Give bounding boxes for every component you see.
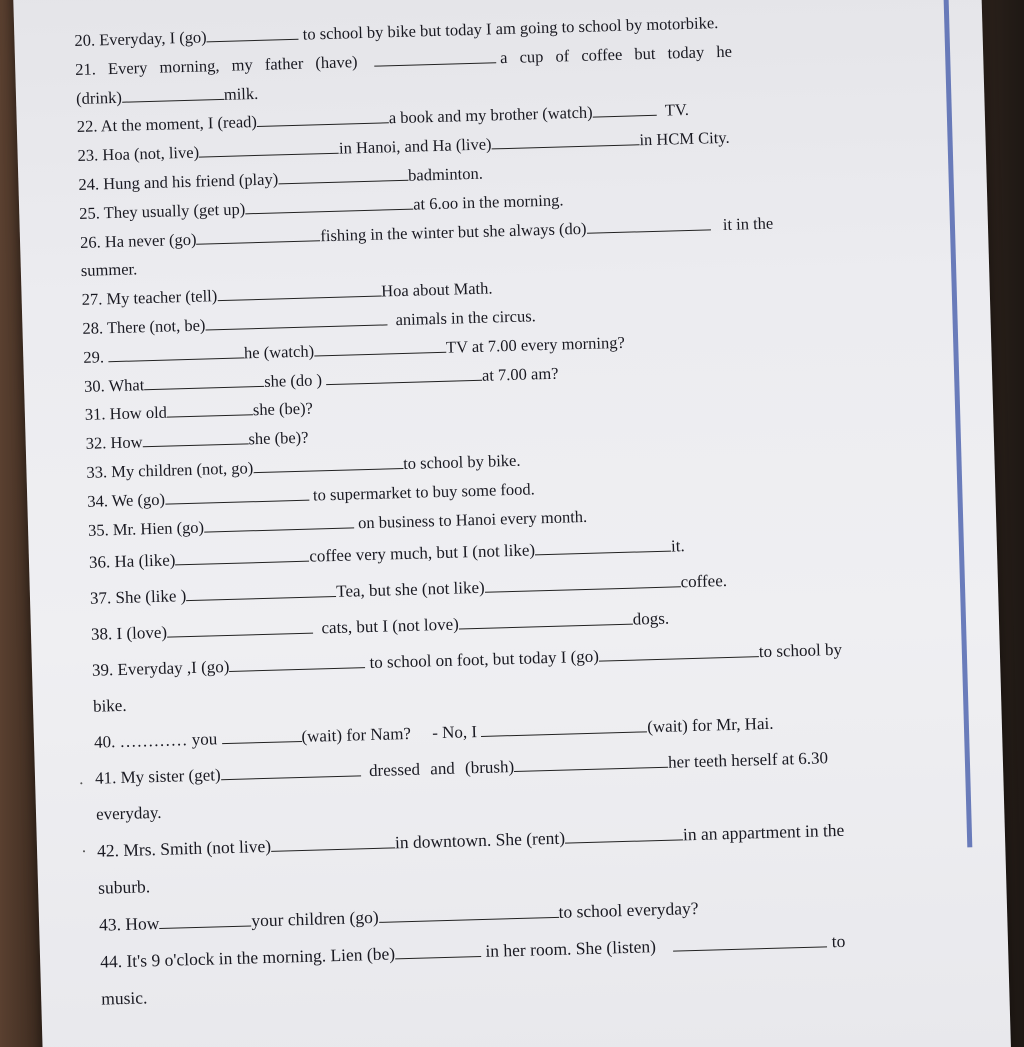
exercise-40: 40. ………… you (wait) for Nam? - No, I (wait) for Mr, Hai. (93, 714, 774, 753)
answer-blank[interactable] (199, 139, 339, 158)
answer-blank[interactable] (205, 310, 387, 330)
answer-blank[interactable] (395, 942, 481, 959)
exercise-21: 21. Every morning, my father (have) a cup of coffee but today he (74, 41, 733, 79)
answer-blank[interactable] (565, 826, 683, 844)
exercise-26-cont: summer. (80, 259, 138, 281)
exercise-list (74, 4, 941, 1018)
answer-blank[interactable] (229, 653, 365, 672)
exercise-21-cont: (drink) milk. (75, 83, 259, 108)
answer-blank[interactable] (220, 762, 360, 781)
answer-blank[interactable] (122, 84, 224, 102)
exercise-41: . 41. My sister (get) dressed and (brush) her teeth herself at 6.30 (95, 738, 936, 797)
answer-blank[interactable] (175, 547, 309, 566)
exercise-34: 34. We (go) to supermarket to buy some food. (87, 479, 535, 511)
exercise-42: · 42. Mrs. Smith (not live) in downtown. She (rent) in an appartment in the (97, 810, 938, 870)
exercise-37: 37. She (like ) Tea, but she (not like) coffee. (89, 571, 728, 609)
answer-blank[interactable] (167, 401, 253, 418)
answer-blank[interactable] (204, 513, 354, 532)
answer-blank[interactable] (206, 25, 298, 43)
answer-blank[interactable] (374, 48, 496, 66)
exercise-20: 20. Everyday, I (go) to school by bike but today I am going to school by motorbike. (74, 13, 719, 51)
bullet-mark: . (78, 769, 84, 789)
answer-blank[interactable] (186, 582, 336, 601)
bullet-mark: · (80, 841, 88, 862)
exercise-25: 25. They usually (get up) at 6.oo in the morning. (79, 190, 564, 223)
answer-blank[interactable] (459, 610, 633, 630)
exercise-44: 44. It's 9 o'clock in the morning. Lien (be) in her room. She (listen) to (99, 931, 846, 973)
answer-blank[interactable] (245, 194, 413, 214)
exercise-36: 36. Ha (like) coffee very much, but I (not like) it. (88, 536, 685, 573)
answer-blank[interactable] (586, 215, 710, 233)
answer-blank[interactable] (257, 109, 389, 128)
exercise-38: 38. I (love) cats, but I (not love) dogs. (90, 608, 670, 645)
exercise-42-cont: suburb. (97, 876, 151, 899)
exercise-22: 22. At the moment, I (read) a book and my brother (watch) TV. (76, 100, 690, 137)
answer-blank[interactable] (673, 933, 827, 952)
exercise-27: 27. My teacher (tell) Hoa about Math. (81, 278, 493, 310)
exercise-43: 43. How your children (go) to school everyday? (98, 898, 699, 936)
answer-blank[interactable] (514, 753, 668, 772)
answer-blank[interactable] (167, 619, 313, 638)
answer-blank[interactable] (491, 130, 639, 149)
answer-blank[interactable] (592, 101, 656, 118)
exercise-33: 33. My children (not, go) to school by bike. (86, 450, 521, 482)
exercise-26: 26. Ha never (go) fishing in the winter but she always (do) it in the (79, 213, 774, 252)
exercise-39-cont: bike. (92, 696, 127, 717)
exercise-23: 23. Hoa (not, live) in Hanoi, and Ha (live) in HCM City. (77, 127, 730, 166)
answer-blank[interactable] (144, 371, 264, 389)
exercise-29: 29. he (watch) TV at 7.00 every morning? (83, 332, 626, 367)
answer-blank[interactable] (108, 343, 244, 362)
exercise-35: 35. Mr. Hien (go) on business to Hanoi every month. (87, 506, 588, 540)
answer-blank[interactable] (378, 903, 558, 923)
answer-blank[interactable] (217, 282, 381, 302)
exercise-28: 28. There (not, be) animals in the circus. (82, 306, 536, 338)
answer-blank[interactable] (221, 727, 301, 744)
worksheet-paper (13, 0, 1012, 1047)
answer-blank[interactable] (535, 537, 671, 556)
exercise-44-cont: music. (100, 987, 148, 1009)
answer-blank[interactable] (326, 365, 482, 384)
answer-blank[interactable] (314, 338, 446, 357)
answer-blank[interactable] (484, 573, 680, 593)
answer-blank[interactable] (196, 226, 320, 244)
exercise-32: 32. How she (be)? (85, 427, 309, 454)
answer-blank[interactable] (481, 718, 647, 738)
exercise-24: 24. Hung and his friend (play) badminton. (78, 163, 484, 194)
answer-blank[interactable] (253, 454, 403, 473)
exercise-31: 31. How old she (be)? (84, 398, 314, 425)
answer-blank[interactable] (271, 834, 395, 852)
answer-blank[interactable] (278, 166, 408, 185)
exercise-30: 30. What she (do ) at 7.00 am? (83, 363, 559, 396)
answer-blank[interactable] (142, 429, 248, 447)
answer-blank[interactable] (599, 643, 759, 662)
answer-blank[interactable] (159, 912, 251, 930)
margin-line (942, 0, 972, 847)
exercise-39: 39. Everyday ,I (go) to school on foot, but today I (go) to school by (91, 640, 843, 681)
answer-blank[interactable] (165, 485, 309, 504)
exercise-41-cont: everyday. (95, 803, 162, 825)
